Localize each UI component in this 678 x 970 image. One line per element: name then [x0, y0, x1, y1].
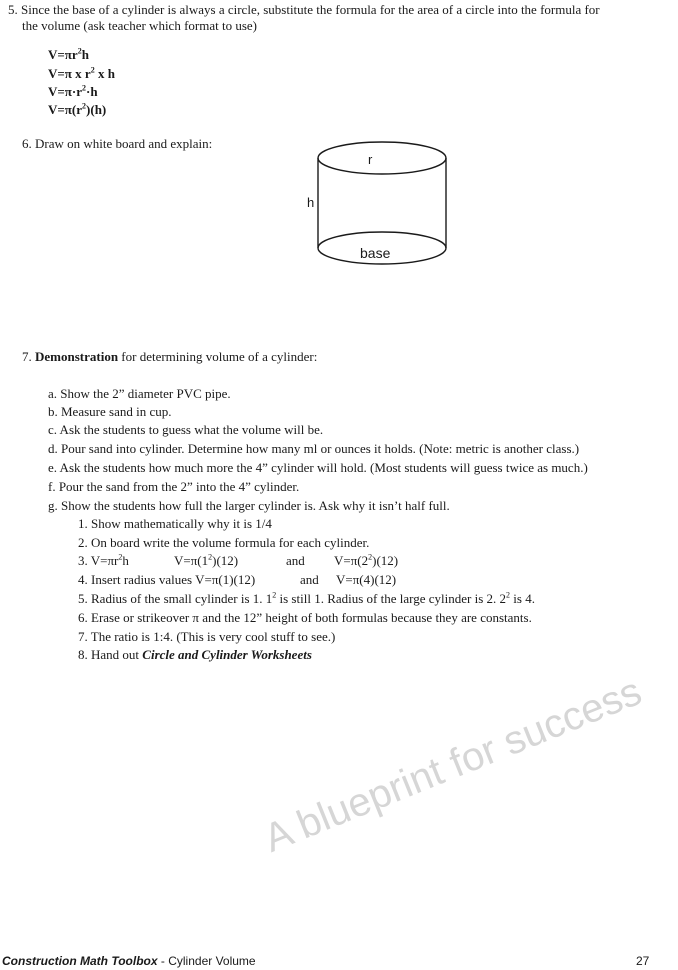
item5-line2: the volume (ask teacher which format to use): [22, 18, 257, 33]
substep-4-and: and: [300, 572, 319, 587]
step-f: f. Pour the sand from the 2” into the 4” cylinder.: [48, 479, 300, 494]
substep-8: 8. Hand out Circle and Cylinder Worksheets: [78, 647, 312, 662]
formula-3: $V=\pi\cdot r^2\cdot h$: [48, 83, 98, 99]
substep-3-general-formula: 3. $V=\pi r^2h$: [78, 552, 129, 568]
height-label: h: [307, 195, 315, 210]
item6-text: 6. Draw on white board and explain:: [22, 136, 213, 151]
substep-7: 7. The ratio is 1:4. (This is very cool stuff to see.): [78, 629, 336, 644]
footer-title: Construction Math Toolbox - Cylinder Volume: [2, 954, 256, 968]
substep-2: 2. On board write the volume formula for each cylinder.: [78, 535, 370, 550]
base-label: base: [360, 245, 391, 261]
watermark-text: A blueprint for success: [258, 669, 648, 861]
substep-3-small-formula: $V=\pi(1^2)(12)$: [174, 552, 239, 568]
step-c: c. Ask the students to guess what the volume will be.: [48, 422, 324, 437]
formula-1: $V=\pi r^2h$: [48, 46, 89, 62]
substep-3-large-formula: $V=\pi(2^2)(12)$: [334, 552, 399, 568]
item5-line1: 5. Since the base of a cylinder is always a circle, substitute the formula for the area of a circle into the formula for: [8, 2, 600, 17]
cylinder-diagram: [307, 138, 452, 270]
substep-4-small: 4. Insert radius values V=π(1)(12): [78, 572, 256, 587]
step-e: e. Ask the students how much more the 4” cylinder will hold. (Most students will guess twice as much.): [48, 460, 588, 475]
substep-4: [78, 572, 678, 588]
substep-4-large: V=π(4)(12): [336, 572, 397, 587]
substep-3: [78, 553, 678, 569]
substep-3-and: and: [286, 553, 305, 568]
formula-4: $V=\pi(r^2)(h)$: [48, 101, 107, 117]
cylinder-top-ellipse: [318, 142, 446, 174]
substep-6: 6. Erase or strikeover π and the 12” height of both formulas because they are constants.: [78, 610, 532, 625]
step-g: g. Show the students how full the larger cylinder is. Ask why it isn’t half full.: [48, 498, 450, 513]
item7-heading: 7. Demonstration for determining volume of a cylinder:: [22, 349, 318, 364]
step-a: a. Show the 2” diameter PVC pipe.: [48, 386, 231, 401]
substep-1: 1. Show mathematically why it is 1/4: [78, 516, 272, 531]
formula-2: V=π x $r^2$ x h: [48, 65, 115, 81]
substep-5: 5. Radius of the small cylinder is 1. $1^2$ is still 1. Radius of the large cylinder is 2. $2^2$ is 4.: [78, 590, 535, 606]
page-number: 27: [636, 954, 650, 968]
step-b: b. Measure sand in cup.: [48, 404, 172, 419]
step-d: d. Pour sand into cylinder. Determine how many ml or ounces it holds. (Note: metric is another class.): [48, 441, 580, 456]
radius-label: r: [368, 152, 373, 167]
